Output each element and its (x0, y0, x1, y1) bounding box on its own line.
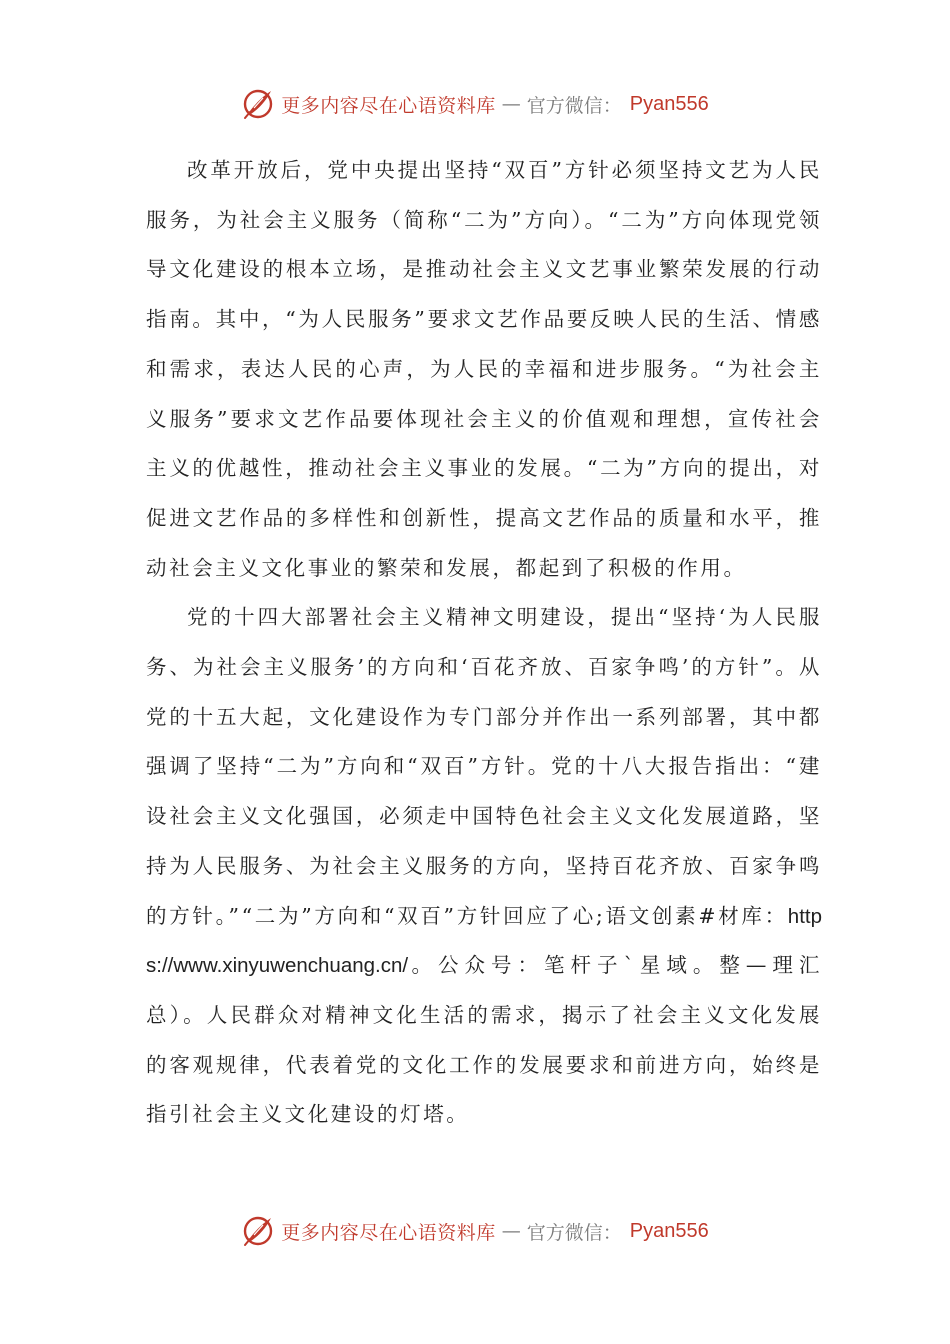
document-body (146, 146, 822, 1140)
header-contact-label: 官方微信： (526, 94, 622, 117)
header-separator: — (501, 93, 521, 115)
footer-promo-text: 更多内容尽在心语资料库 (281, 1221, 496, 1244)
footer-contact-handle: Pyan556 (629, 1219, 709, 1242)
quill-pen-circle-icon (241, 87, 275, 121)
quill-pen-circle-icon (241, 1214, 275, 1248)
footer-banner (0, 1211, 950, 1251)
footer-separator: — (501, 1220, 521, 1242)
header-promo-text: 更多内容尽在心语资料库 (281, 94, 496, 117)
paragraph-1: 改革开放后，党中央提出坚持“双百”方针必须坚持文艺为人民服务，为社会主义服务（简称“二为”方向）。“二为”方向体现党领导文化建设的根本立场，是推动社会主义文艺事业繁荣发展的行动指南。其中，“为人民服务”要求文艺作品要反映人民的生活、情感和需求，表达人民的心声，为人民的幸福和进步服务。“为社会主义服务”要求文艺作品要体现社会主义的价值观和理想，宣传社会主义的优越性，推动社会主义事业的发展。“二为”方向的提出，对促进文艺作品的多样性和创新性，提高文艺作品的质量和水平，推动社会主义文化事业的繁荣和发展，都起到了积极的作用。 (146, 158, 822, 580)
paragraph-2-text-start: 党的十四大部署社会主义精神文明建设，提出“坚持‘为人民服务、为社会主义服务’的方向和‘百花齐放、百家争鸣’的方针”。从党的十五大起，文化建设作为专门部分并作出一系列部署，其中都强调了坚持“二为”方向和“双百”方针。党的十八大报告指出：“建设社会主义文化强国，必须走中国特色社会主义文化发展道路，坚持为人民服务、为社会主义服务的方向，坚持百花齐放、百家争鸣的方针。”“二为”方向和“双百”方针回应了心;语文创素#材库： (146, 605, 822, 928)
footer-contact-label: 官方微信： (526, 1221, 622, 1244)
paragraph-2-text-end: 。公众号：笔杆子`星域。整—理汇总）。人民群众对精神文化生活的需求，揭示了社会主义文化发展的客观规律，代表着党的文化工作的发展要求和前进方向，始终是指引社会主义文化建设的灯塔。 (146, 953, 822, 1127)
header-banner (0, 84, 950, 124)
website-url: https://www.xinyuwenchuang.cn/ (146, 904, 822, 978)
paragraph-2 (146, 593, 822, 1140)
header-contact-handle: Pyan556 (629, 92, 709, 115)
